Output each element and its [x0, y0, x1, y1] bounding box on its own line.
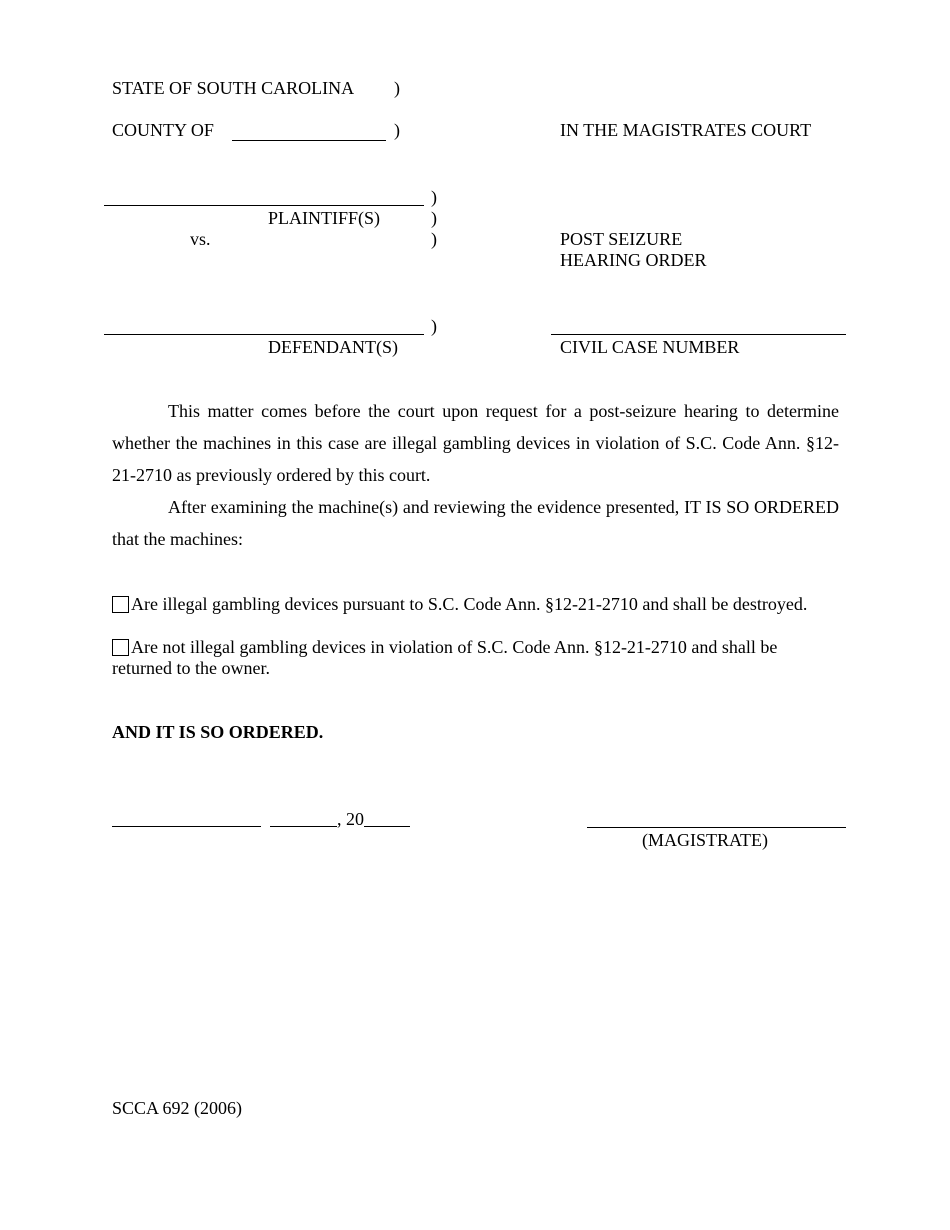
caption-paren: ): [394, 120, 400, 140]
caption-paren: ): [431, 316, 437, 336]
document-title-line2: HEARING ORDER: [560, 250, 707, 270]
plaintiff-label: PLAINTIFF(S): [268, 208, 381, 228]
vs-label: vs.: [190, 229, 211, 249]
document-title-line1: POST SEIZURE: [560, 229, 683, 249]
destroy-checkbox[interactable]: [112, 596, 129, 613]
option-return-label: Are not illegal gambling devices in violation of S.C. Code Ann. §12-21-2710 and shall be returned to the owner.: [112, 637, 778, 678]
option-destroy-label: Are illegal gambling devices pursuant to S.C. Code Ann. §12-21-2710 and shall be destroyed.: [131, 594, 808, 614]
date-day-field[interactable]: [270, 826, 337, 827]
option-destroy: [112, 594, 852, 615]
caption-paren: ): [394, 78, 400, 98]
paragraph-intro: This matter comes before the court upon request for a post-seizure hearing to determine whether the machines in this case are illegal gambling devices in violation of S.C. Code Ann. §12-21-2710 as previously ordered by this court.: [112, 401, 839, 485]
plaintiff-field[interactable]: [104, 205, 424, 206]
caption-paren: ): [431, 208, 437, 228]
county-label: COUNTY OF: [112, 120, 214, 140]
caption-paren: ): [431, 187, 437, 207]
defendant-field[interactable]: [104, 334, 424, 335]
defendant-label: DEFENDANT(S): [268, 337, 398, 357]
date-month-field[interactable]: [112, 826, 261, 827]
date-year-field[interactable]: [364, 826, 410, 827]
return-checkbox[interactable]: [112, 639, 129, 656]
option-return: [112, 637, 812, 679]
county-field[interactable]: [232, 140, 386, 141]
form-id: SCCA 692 (2006): [112, 1098, 243, 1118]
so-ordered-heading: AND IT IS SO ORDERED.: [112, 722, 324, 742]
paragraph-order: After examining the machine(s) and reviewing the evidence presented, IT IS SO ORDERED that the machines:: [112, 497, 839, 549]
case-number-label: CIVIL CASE NUMBER: [560, 337, 740, 357]
magistrate-signature-field[interactable]: [587, 827, 846, 828]
case-number-field[interactable]: [551, 334, 846, 335]
court-label: IN THE MAGISTRATES COURT: [560, 120, 812, 140]
date-year-prefix: , 20: [337, 809, 364, 829]
magistrate-label: (MAGISTRATE): [642, 830, 768, 850]
caption-paren: ): [431, 229, 437, 249]
state-label: STATE OF SOUTH CAROLINA: [112, 78, 355, 98]
